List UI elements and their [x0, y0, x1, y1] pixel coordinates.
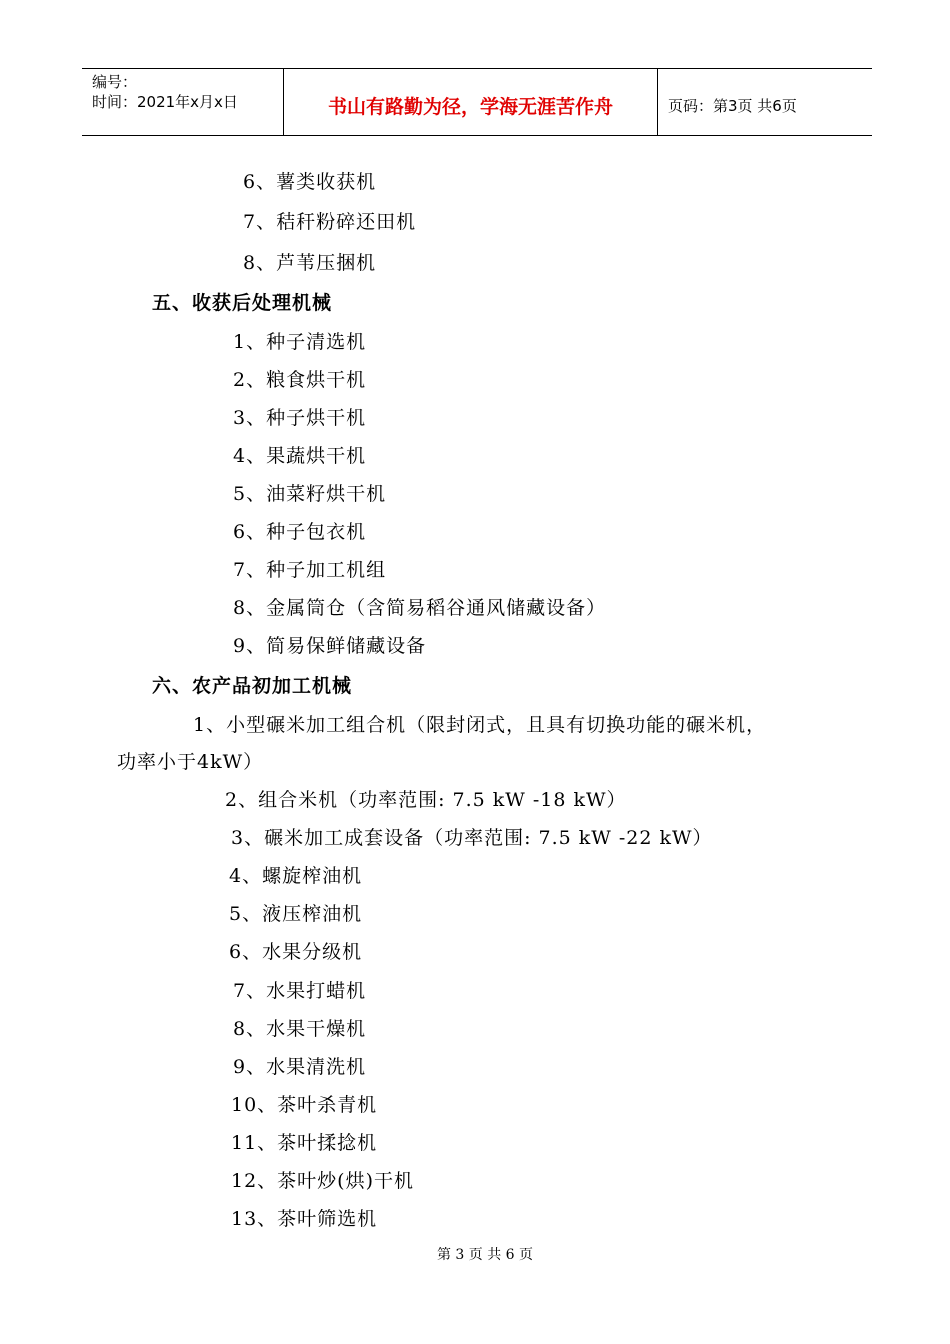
- list-item: 13、茶叶筛选机: [231, 1208, 378, 1230]
- list-item: 10、茶叶杀青机: [231, 1094, 378, 1116]
- list-item: 1、小型碾米加工组合机（限封闭式，且具有切换功能的碾米机，: [193, 714, 767, 736]
- list-item: 5、液压榨油机: [229, 903, 363, 925]
- list-item: 3、种子烘干机: [233, 407, 367, 429]
- section-heading-6: 六、农产品初加工机械: [152, 675, 353, 697]
- list-item: 4、螺旋榨油机: [229, 865, 363, 887]
- list-item: 8、金属筒仓（含简易稻谷通风储藏设备）: [233, 597, 607, 619]
- page-footer: 第 3 页 共 6 页: [436, 1247, 534, 1263]
- list-item: 6、水果分级机: [229, 941, 363, 963]
- list-item: 8、水果干燥机: [233, 1018, 367, 1040]
- list-item: 4、果蔬烘干机: [233, 445, 367, 467]
- list-item: 9、水果清洗机: [233, 1056, 367, 1078]
- list-item: 12、茶叶炒(烘)干机: [231, 1170, 415, 1192]
- list-item: 6、薯类收获机: [243, 171, 377, 193]
- list-item: 7、种子加工机组: [233, 559, 387, 581]
- header-table: [82, 68, 872, 136]
- list-item: 6、种子包衣机: [233, 521, 367, 543]
- list-item: 7、秸秆粉碎还田机: [243, 211, 417, 233]
- list-item: 5、油菜籽烘干机: [233, 483, 387, 505]
- list-item: 11、茶叶揉捻机: [231, 1132, 378, 1154]
- list-item-continuation: 功率小于4kW）: [117, 751, 264, 773]
- document-date-label: 时间：2021年x月x日: [92, 93, 238, 111]
- section-heading-5: 五、收获后处理机械: [152, 292, 333, 314]
- header-motto: 书山有路勤为径，学海无涯苦作舟: [327, 95, 613, 118]
- list-item: 8、芦苇压捆机: [243, 252, 377, 274]
- list-item: 7、水果打蜡机: [233, 980, 367, 1002]
- list-item: 2、粮食烘干机: [233, 369, 367, 391]
- header-meta-cell: [82, 69, 284, 135]
- header-motto-cell: [284, 69, 658, 135]
- list-item: 1、种子清选机: [233, 331, 367, 353]
- list-item: 9、简易保鲜储藏设备: [233, 635, 427, 657]
- list-item: 3、碾米加工成套设备（功率范围: 7.5 kW -22 kW）: [231, 827, 713, 849]
- header-page-cell: [658, 69, 872, 135]
- header-page-info: 页码：第3页 共6页: [668, 96, 797, 115]
- list-item: 2、组合米机（功率范围: 7.5 kW -18 kW）: [225, 789, 627, 811]
- document-number-label: 编号：: [92, 73, 138, 91]
